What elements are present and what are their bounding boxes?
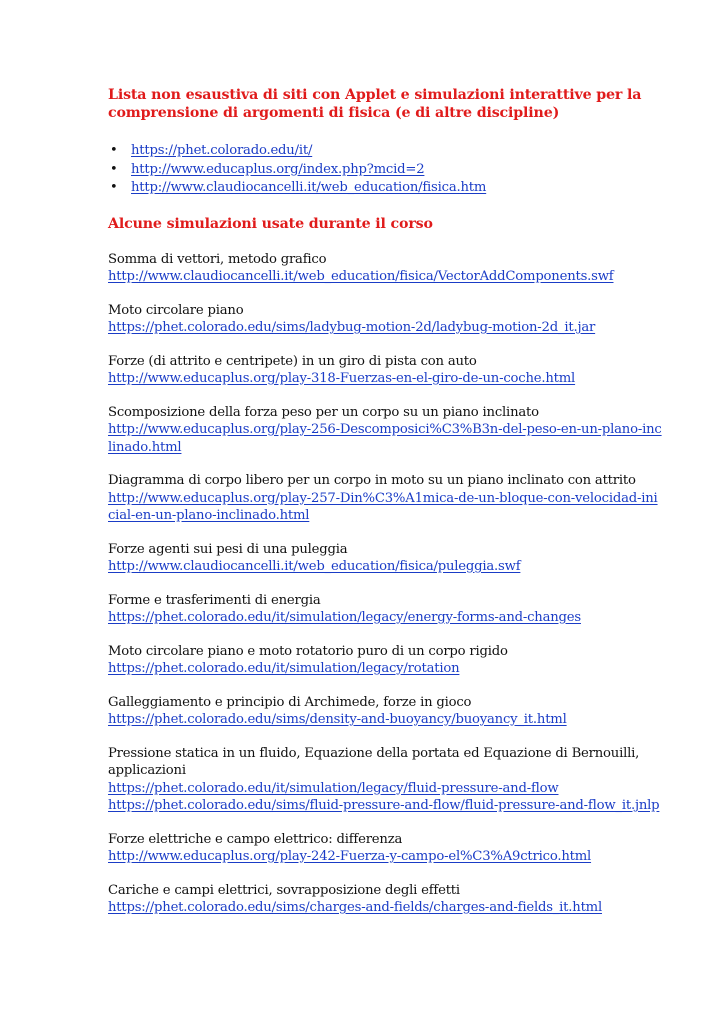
simulation-link[interactable]: https://phet.colorado.edu/sims/ladybug-motion-2d/ladybug-motion-2d_it.jar — [108, 320, 596, 335]
simulation-entry — [108, 472, 664, 525]
simulation-link[interactable]: https://phet.colorado.edu/sims/fluid-pressure-and-flow/fluid-pressure-and-flow_it.jnlp — [108, 798, 660, 813]
simulation-title: Forze agenti sui pesi di una puleggia — [108, 541, 348, 557]
simulation-link[interactable]: https://phet.colorado.edu/it/simulation/legacy/rotation — [108, 661, 460, 676]
simulation-entry — [108, 251, 664, 286]
simulation-title: Somma di vettori, metodo grafico — [108, 251, 327, 267]
simulation-title: Forme e trasferimenti di energia — [108, 592, 321, 608]
bullet-icon: • — [110, 143, 118, 158]
site-links-list — [108, 142, 664, 198]
site-link-item — [110, 142, 664, 161]
section-heading: Alcune simulazioni usate durante il corso — [108, 215, 433, 232]
simulations-list — [108, 251, 664, 917]
site-link-item — [110, 161, 664, 180]
simulation-entry — [108, 302, 664, 337]
simulation-entry — [108, 694, 664, 729]
bullet-icon: • — [110, 161, 118, 177]
site-link-item — [110, 179, 664, 198]
simulation-title: Diagramma di corpo libero per un corpo in moto su un piano inclinato con attrito — [108, 473, 636, 488]
simulation-title: Scomposizione della forza peso per un corpo su un piano inclinato — [108, 404, 539, 420]
simulation-title: Galleggiamento e principio di Archimede, forze in gioco — [108, 694, 472, 710]
simulation-entry — [108, 882, 664, 917]
simulation-link[interactable]: http://www.educaplus.org/play-256-Descomposici%C3%B3n-del-peso-en-un-plano-inclinado.html — [108, 422, 662, 455]
page-heading: Lista non esaustiva di siti con Applet e simulazioni interattive per la comprensione di argomenti di fisica (e di altre discipline) — [108, 87, 642, 121]
simulation-entry — [108, 643, 664, 678]
site-link-educaplus[interactable]: http://www.educaplus.org/index.php?mcid=2 — [131, 161, 425, 177]
simulation-title: Forze elettriche e campo elettrico: differenza — [108, 831, 403, 847]
simulation-link[interactable]: http://www.claudiocancelli.it/web_education/fisica/VectorAddComponents.swf — [108, 269, 614, 284]
simulation-link[interactable]: http://www.educaplus.org/play-318-Fuerzas-en-el-giro-de-un-coche.html — [108, 371, 576, 386]
simulation-title: Moto circolare piano — [108, 302, 244, 318]
simulation-title: Forze (di attrito e centripete) in un giro di pista con auto — [108, 353, 477, 369]
site-link-claudiocancelli[interactable]: http://www.claudiocancelli.it/web_education/fisica.htm — [131, 180, 487, 195]
site-link-phet[interactable]: https://phet.colorado.edu/it/ — [131, 143, 313, 158]
simulation-title: Cariche e campi elettrici, sovrapposizione degli effetti — [108, 882, 460, 898]
simulation-link[interactable]: https://phet.colorado.edu/it/simulation/legacy/fluid-pressure-and-flow — [108, 780, 559, 796]
simulation-link[interactable]: https://phet.colorado.edu/it/simulation/legacy/energy-forms-and-changes — [108, 610, 581, 625]
simulation-link[interactable]: https://phet.colorado.edu/sims/density-and-buoyancy/buoyancy_it.html — [108, 712, 567, 727]
simulation-title: Pressione statica in un fluido, Equazione della portata ed Equazione di Bernouilli, applicazioni — [108, 745, 640, 778]
simulation-entry — [108, 831, 664, 866]
simulation-title: Moto circolare piano e moto rotatorio puro di un corpo rigido — [108, 643, 508, 659]
simulation-entry — [108, 404, 664, 457]
simulation-entry — [108, 541, 664, 576]
simulation-link[interactable]: http://www.educaplus.org/play-242-Fuerza-y-campo-el%C3%A9ctrico.html — [108, 849, 592, 864]
simulation-entry — [108, 353, 664, 388]
simulation-link[interactable]: http://www.educaplus.org/play-257-Din%C3%A1mica-de-un-bloque-con-velocidad-inicial-en-un-plano-inclinado.html — [108, 490, 658, 523]
simulation-entry — [108, 745, 664, 815]
simulation-link[interactable]: https://phet.colorado.edu/sims/charges-and-fields/charges-and-fields_it.html — [108, 900, 602, 915]
simulation-entry — [108, 592, 664, 627]
bullet-icon: • — [110, 180, 118, 195]
simulation-link[interactable]: http://www.claudiocancelli.it/web_education/fisica/puleggia.swf — [108, 559, 521, 574]
